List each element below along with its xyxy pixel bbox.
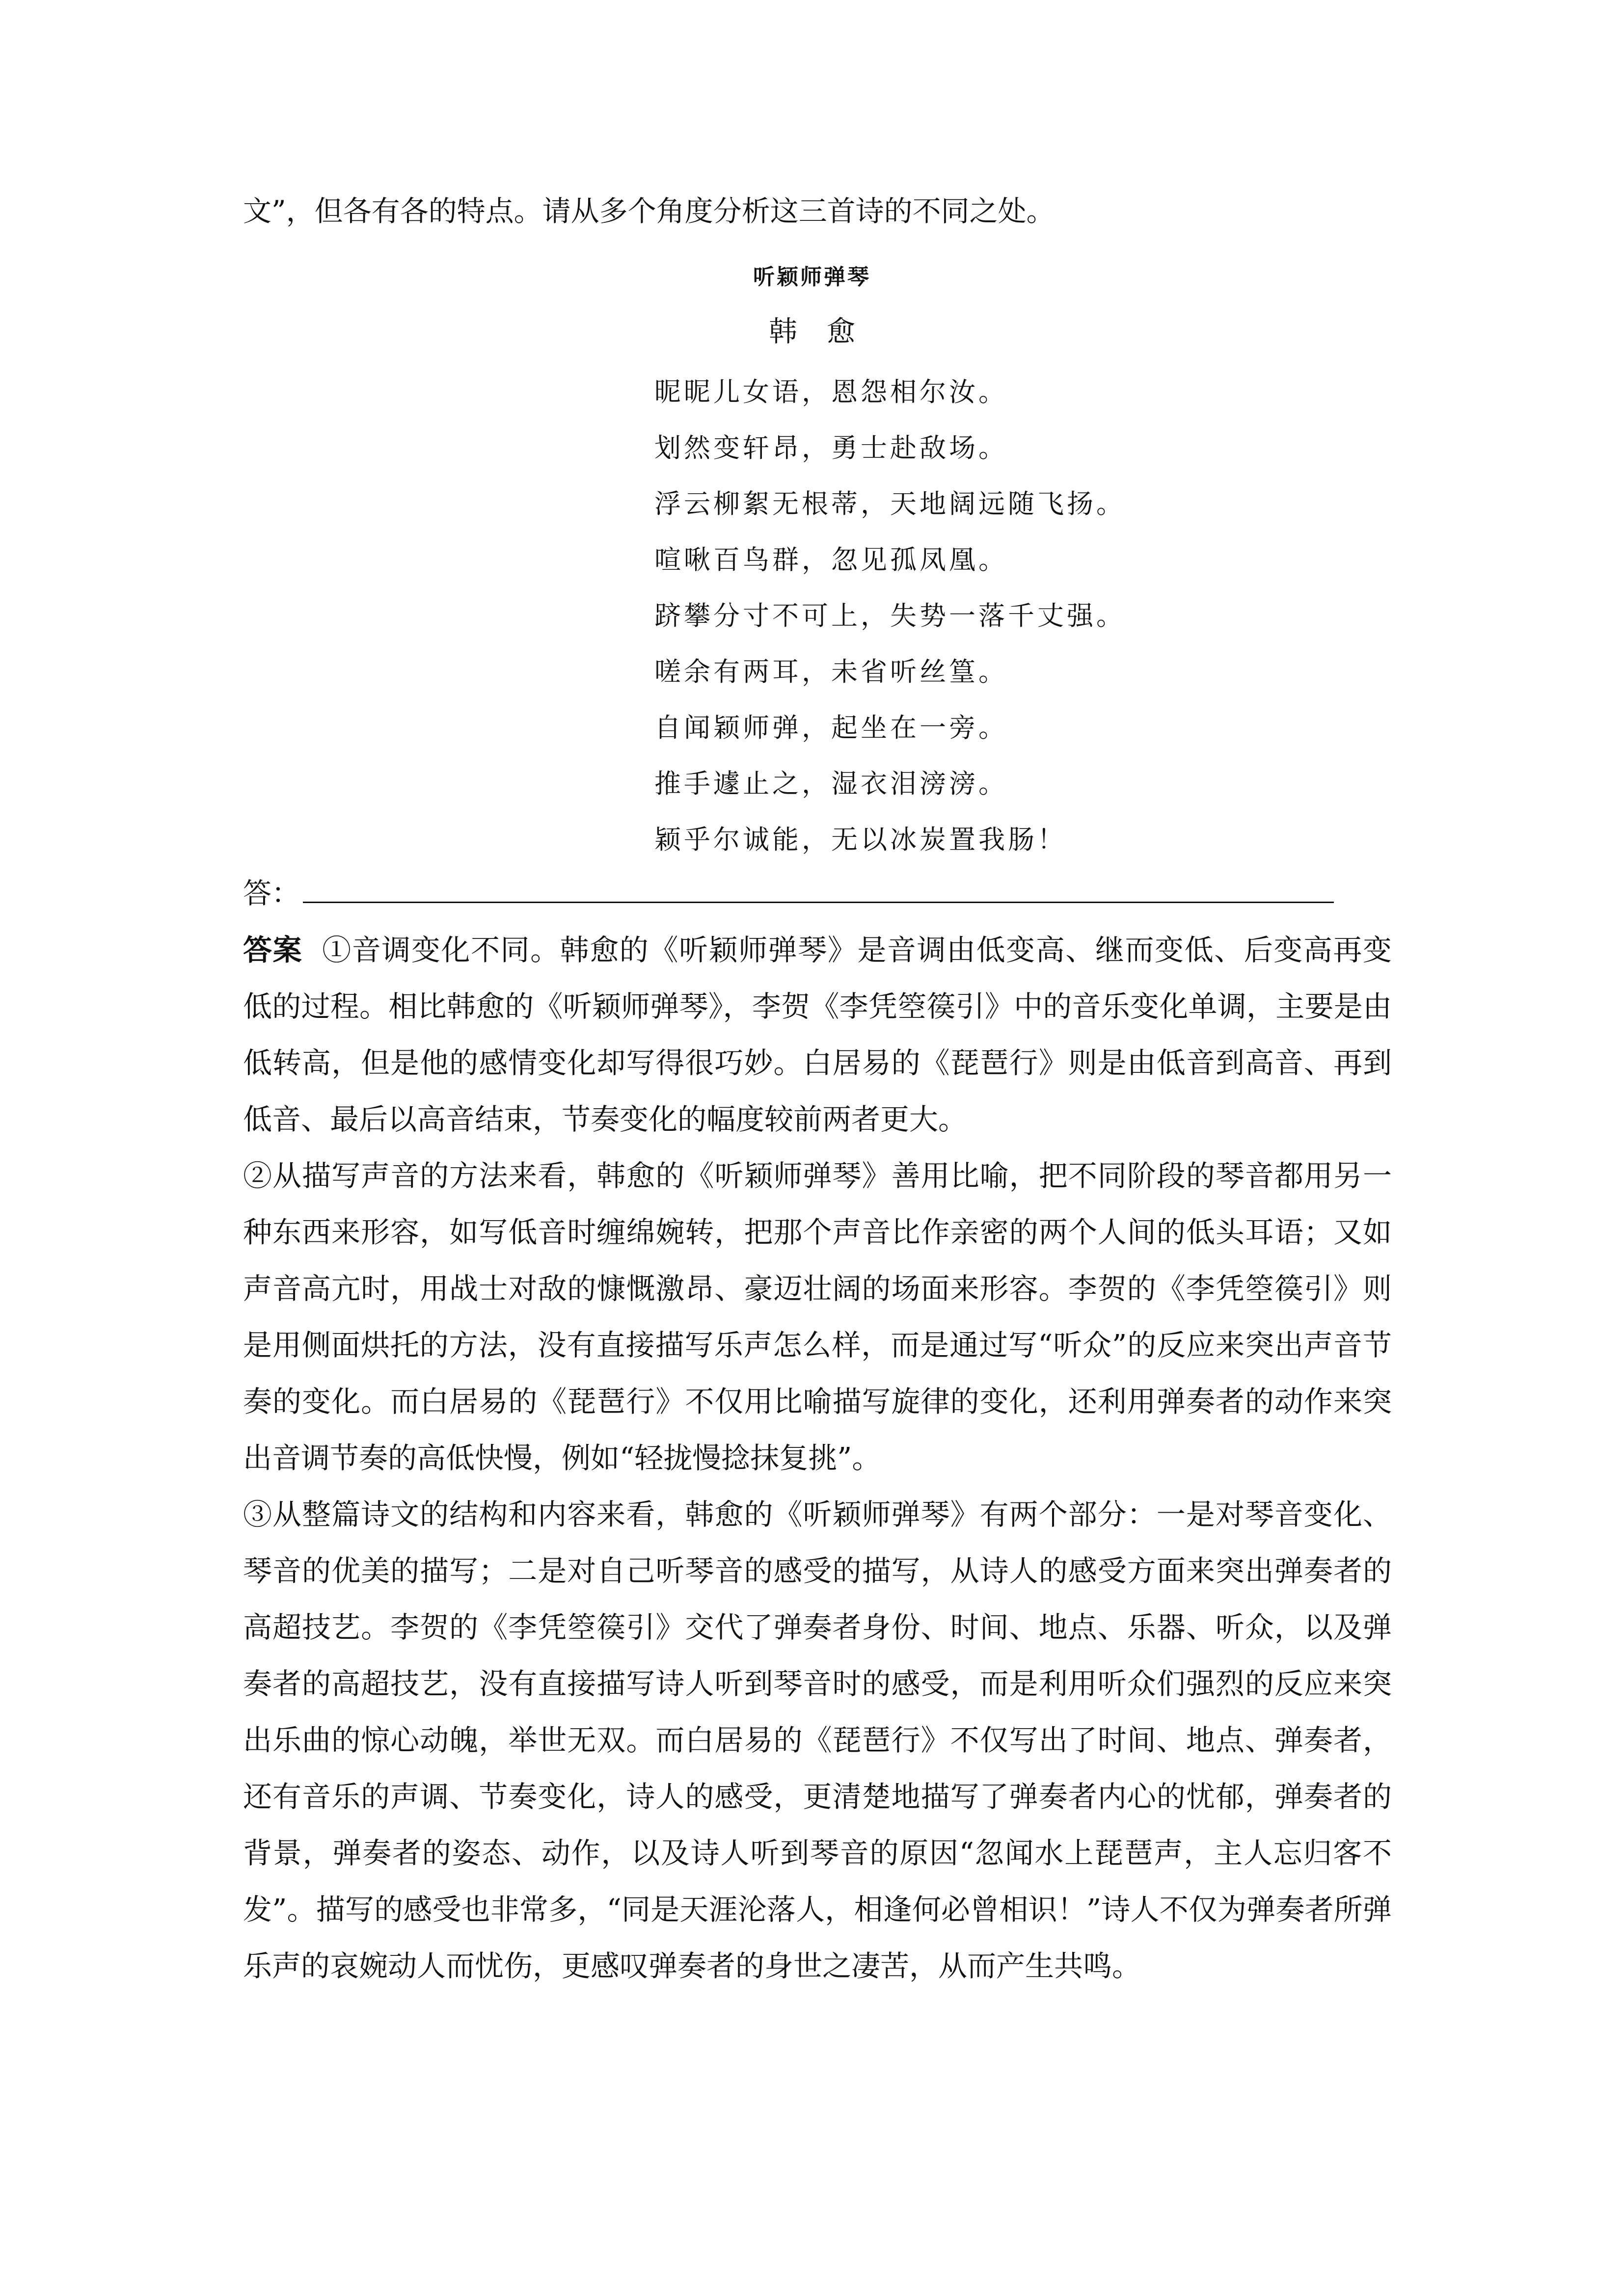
poem-line: 昵昵儿女语，恩怨相尔汝。 xyxy=(654,376,1008,407)
answer-section xyxy=(243,922,1392,1994)
poem-line: 划然变轩昂，勇士赴敌场。 xyxy=(654,432,1008,463)
poem-line: 喧啾百鸟群，忽见孤凤凰。 xyxy=(654,544,1008,575)
answer-prompt-line xyxy=(243,876,1334,910)
poem-line: 跻攀分寸不可上，失势一落千丈强。 xyxy=(654,600,1126,631)
answer-paragraph-2: ②从描写声音的方法来看，韩愈的《听颖师弹琴》善用比喻，把不同阶段的琴音都用另一种东西来形容，如写低音时缠绵婉转，把那个声音比作亲密的两个人间的低头耳语；又如声音高亢时，用战士对敌的慷慨激昂、豪迈壮阔的场面来形容。李贺的《李凭箜篌引》则是用侧面烘托的方法，没有直接描写乐声怎么样，而是通过写“听众”的反应来突出声音节奏的变化。而白居易的《琵琶行》不仅用比喻描写旋律的变化，还利用弹奏者的动作来突出音调节奏的高低快慢，例如“轻拢慢捻抹复挑”。 xyxy=(243,1159,1392,1475)
poem-line: 嗟余有两耳，未省听丝篁。 xyxy=(654,656,1008,687)
poem-author: 韩愈 xyxy=(768,315,885,348)
poem-title: 听颖师弹琴 xyxy=(753,265,871,290)
answer-paragraph-3: ③从整篇诗文的结构和内容来看，韩愈的《听颖师弹琴》有两个部分：一是对琴音变化、琴音的优美的描写；二是对自己听琴音的感受的描写，从诗人的感受方面来突出弹奏者的高超技艺。李贺的《李凭箜篌引》交代了弹奏者身份、时间、地点、乐器、听众，以及弹奏者的高超技艺，没有直接描写诗人听到琴音时的感受，而是利用听众们强烈的反应来突出乐曲的惊心动魄，举世无双。而白居易的《琵琶行》不仅写出了时间、地点、弹奏者，还有音乐的声调、节奏变化，诗人的感受，更清楚地描写了弹奏者内心的忧郁，弹奏者的背景，弹奏者的姿态、动作，以及诗人听到琴音的原因“忽闻水上琵琶声，主人忘归客不发”。描写的感受也非常多，“同是天涯沦落人，相逢何必曾相识！”诗人不仅为弹奏者所弹乐声的哀婉动人而忧伤，更感叹弹奏者的身世之凄苦，从而产生共鸣。 xyxy=(243,1497,1392,1983)
poem-line: 自闻颖师弹，起坐在一旁。 xyxy=(654,712,1008,743)
answer-paragraph-1 xyxy=(243,922,1392,1148)
answer-prompt: 答： xyxy=(243,877,300,910)
poem-line: 颖乎尔诚能，无以冰炭置我肠！ xyxy=(654,824,1067,855)
intro-text: 文”，但各有各的特点。请从多个角度分析这三首诗的不同之处。 xyxy=(243,194,1055,228)
answer-point-1: ①音调变化不同。韩愈的《听颖师弹琴》是音调由低变高、继而变低、后变高再变低的过程。相比韩愈的《听颖师弹琴》，李贺《李凭箜篌引》中的音乐变化单调，主要是由低转高，但是他的感情变化却写得很巧妙。白居易的《琵琶行》则是由低音到高音、再到低音、最后以高音结束，节奏变化的幅度较前两者更大。 xyxy=(243,933,1392,1136)
poem-line: 推手遽止之，湿衣泪滂滂。 xyxy=(654,768,1008,799)
poem-body xyxy=(654,364,1126,868)
answer-label: 答案 xyxy=(243,933,303,967)
poem-line: 浮云柳絮无根蒂，天地阔远随飞扬。 xyxy=(654,488,1126,519)
answer-blank xyxy=(303,876,1334,903)
